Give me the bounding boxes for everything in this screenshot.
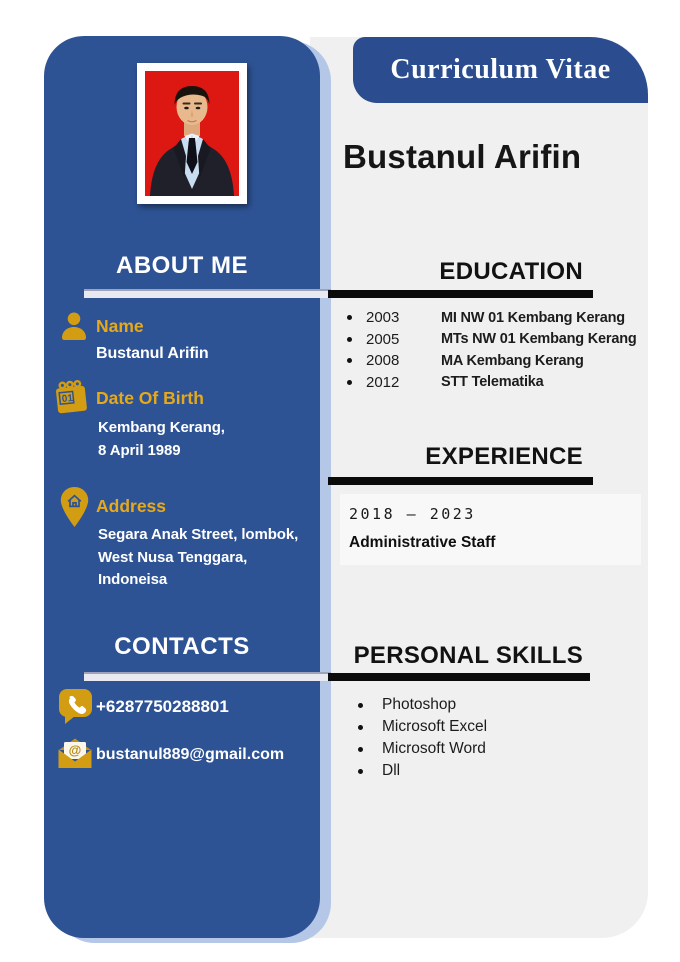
section-underline [328,477,593,485]
name-label: Name [96,316,144,336]
education-item [341,307,637,329]
skill-item [356,738,487,760]
skill-label: Microsoft Excel [382,718,488,735]
skills-list [356,694,487,782]
address-line: Indoneisa [98,571,168,588]
bullet-icon [358,747,363,752]
education-school: STT Telematika [441,374,544,391]
email-address: bustanul889@gmail.com [96,746,285,763]
skill-item [356,716,487,738]
birth-place-line: Kembang Kerang, [98,419,225,436]
bullet-icon [358,703,363,708]
bullet-icon [347,380,352,385]
education-year: 2012 [366,373,400,391]
profile-photo [145,71,239,196]
education-item [341,372,637,394]
svg-text:@: @ [68,742,82,758]
experience-role: Administrative Staff [349,534,496,551]
bullet-icon [347,337,352,342]
section-underline [328,290,593,298]
education-school: MA Kembang Kerang [441,352,584,369]
skill-label: Dll [382,762,401,779]
page-title: Bustanul Arifin [343,138,582,175]
bullet-icon [358,769,363,774]
education-year: 2008 [366,352,400,370]
about-me-heading: ABOUT ME [116,252,248,279]
email-icon [56,737,94,770]
education-school: MTs NW 01 Kembang Kerang [441,331,637,348]
divider [84,672,331,681]
calendar-icon [52,378,92,418]
skill-label: Microsoft Word [382,740,486,757]
education-list [341,307,637,393]
personal-skills-heading: PERSONAL SKILLS [353,642,583,669]
skill-label: Photoshop [382,696,457,713]
date-of-birth-label: Date Of Birth [96,388,204,408]
banner [353,37,648,103]
skill-item [356,694,487,716]
experience-entry [340,494,641,565]
education-item [341,350,637,372]
education-school: MI NW 01 Kembang Kerang [441,309,625,326]
education-year: 2003 [366,309,400,327]
education-item [341,329,637,351]
education-heading: EDUCATION [439,258,583,285]
bullet-icon [347,315,352,320]
banner-title: Curriculum Vitae [390,54,611,85]
divider [84,289,331,298]
phone-number: +6287750288801 [96,697,229,716]
address-line: Segara Anak Street, lombok, [98,526,299,543]
location-pin-icon [59,486,90,528]
section-underline [328,673,590,681]
address-line: West Nusa Tenggara, [98,548,248,566]
experience-period: 2018 – 2023 [349,505,476,523]
name-value: Bustanul Arifin [96,345,209,362]
photo-frame [137,63,247,204]
skill-item [356,760,487,782]
date-of-birth-value [98,417,225,462]
bullet-icon [347,358,352,363]
experience-heading: EXPERIENCE [425,443,583,470]
address-label: Address [96,496,167,516]
bullet-icon [358,725,363,730]
svg-text:01: 01 [61,392,74,406]
address-value [98,524,298,592]
education-year: 2005 [366,330,400,348]
contacts-heading: CONTACTS [114,633,250,660]
birth-date-line: 8 April 1989 [98,441,181,459]
person-icon [58,310,90,342]
phone-icon [58,688,93,725]
